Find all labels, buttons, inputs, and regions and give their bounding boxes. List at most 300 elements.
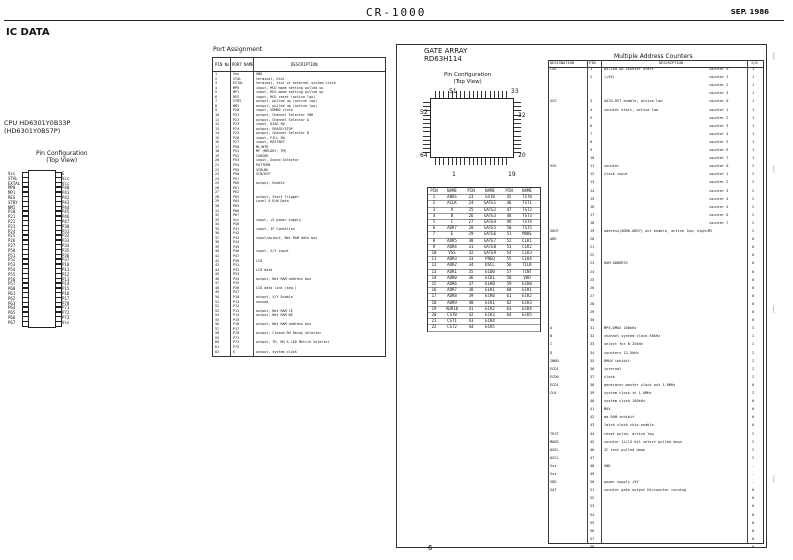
mac-row <box>549 310 763 316</box>
port-name: P63 <box>233 194 240 199</box>
gate-array-pin-name: DSCL <box>485 262 495 268</box>
port-description: output, Net RAM address bus <box>256 276 312 281</box>
qfp-package-outline <box>430 98 514 158</box>
port-name: P20 <box>233 108 240 113</box>
cpu-part-number: CPU HD6301Y0B33P <box>4 119 71 127</box>
gate-array-pin-name: C <box>450 219 454 224</box>
port-description: output, ERASE/STOP <box>256 126 293 131</box>
mac-row <box>549 545 763 551</box>
port-name: P51 <box>233 149 240 154</box>
mac-pin: 48 <box>590 463 595 468</box>
port-description: terminal, Xtal or external system clock <box>256 81 336 86</box>
mac-pin: 3 <box>590 99 593 104</box>
cpu-right-pin-label: P71 <box>62 305 70 311</box>
port-name: P45 <box>233 244 240 249</box>
qfp-pin-lead <box>502 158 503 165</box>
gate-array-pin-name: ADR9 <box>447 299 457 305</box>
gate-array-pin-number: 50 <box>506 225 512 231</box>
qfp-pin-lead <box>423 119 430 120</box>
mac-io: 0 <box>752 269 755 274</box>
mac-row <box>549 472 763 478</box>
gate-array-pin-name: CST1 <box>447 318 457 324</box>
cpu-right-pin-label: P43 <box>62 199 70 205</box>
gate-array-pin-config-view: (Top View) <box>453 78 482 85</box>
mac-description: DMUX inhibit <box>604 358 630 363</box>
gate-array-pin-number: 56 <box>506 262 512 268</box>
pin-number: 42 <box>215 258 220 263</box>
port-name: P26 <box>233 135 240 140</box>
mac-row <box>549 464 763 470</box>
cpu-right-pin-label: Vcc <box>62 175 70 181</box>
mac-row <box>549 359 763 365</box>
mac-row <box>549 245 763 251</box>
gate-array-pin-number: 53 <box>506 243 512 249</box>
mac-pin: 24 <box>590 269 595 274</box>
pin-number: 16 <box>215 140 220 145</box>
cpu-right-pin-label: P46 <box>62 214 70 220</box>
pin-number: 6 <box>215 94 218 99</box>
cpu-left-pin-label: P26 <box>8 238 16 244</box>
gate-array-pin-name: A <box>450 206 454 212</box>
mac-sub-description: counter 3 <box>709 123 729 128</box>
qfp-pin-lead <box>514 140 521 141</box>
cpu-right-pin-label: P35 <box>62 247 70 253</box>
cpu-right-pin-label: P70 <box>62 300 70 306</box>
mac-pin: 19 <box>590 229 595 233</box>
qfp-pin-lead <box>514 131 521 132</box>
gate-array-pin-number: 9 <box>432 243 436 249</box>
mac-designation: XCE <box>550 99 557 104</box>
mac-pin: 31 <box>590 326 595 331</box>
cpu-left-pin-label: P50 <box>8 247 16 253</box>
port-name: P10 <box>233 294 240 299</box>
gate-array-pin-number: 42 <box>468 312 474 317</box>
port-assignment-rows <box>213 72 385 356</box>
gate-array-pin-number: 23 <box>468 194 474 200</box>
port-description: input, IF Condition <box>256 226 295 231</box>
mac-description: counter 12/13 bit select pulled down <box>604 439 682 444</box>
qfp-pin-lead <box>514 144 521 145</box>
gate-array-pin-number: 25 <box>468 206 474 212</box>
cpu-left-pin-label: P57 <box>8 281 16 287</box>
mac-description: channel system clock 50kHz <box>604 334 661 339</box>
port-name: P36 <box>233 285 240 290</box>
mac-row <box>549 172 763 178</box>
mac-pin: 22 <box>590 253 595 258</box>
mac-io: 1 <box>752 156 755 161</box>
gate-array-pin-number: 36 <box>468 274 474 280</box>
page-number: 6 <box>428 544 433 552</box>
cpu-left-pin-label: P62 <box>8 295 16 301</box>
mac-pin: 26 <box>590 285 595 290</box>
port-description: GND <box>256 72 263 76</box>
gate-array-pin-name: TCNT <box>522 268 532 274</box>
mac-designation: CLK <box>550 391 557 395</box>
port-assignment-row <box>213 350 385 355</box>
qfp-pin-lead <box>481 91 482 98</box>
port-name: P24 <box>233 126 240 131</box>
mac-row <box>549 237 763 243</box>
qfp-pin-lead <box>439 91 440 98</box>
port-name: P42 <box>233 231 240 236</box>
mac-sub-description: counter 7 <box>709 220 729 225</box>
mac-description: XATO-RST enable, active low <box>604 99 663 104</box>
mac-description: address(ADR0-ADR7) out enable, active low; high=MI <box>604 229 713 233</box>
port-description: output, Channel Selector B <box>256 131 310 136</box>
mac-row <box>549 91 763 97</box>
cpu-right-pin-label: E <box>62 171 65 176</box>
mac-row <box>549 351 763 357</box>
mac-sub-description: counter 6 <box>709 148 729 152</box>
cpu-right-pin-label: P45 <box>62 209 70 215</box>
pin-number: 32 <box>215 213 220 218</box>
mac-io: I <box>752 350 755 355</box>
qfp-pin-lead <box>469 91 470 98</box>
mac-sub-description: counter 2 <box>709 115 729 120</box>
mac-pin: 5 <box>590 115 593 120</box>
document-date: SEP. 1986 <box>730 8 769 16</box>
mac-pin: 40 <box>590 399 595 404</box>
mac-io: 0 <box>752 277 755 282</box>
gate-array-pin-name: ADR6 <box>447 281 457 286</box>
pin-number: 52 <box>215 304 220 309</box>
cpu-left-pin-label: P22 <box>8 219 16 224</box>
gate-array-title: GATE ARRAY <box>424 47 468 55</box>
gate-array-pin-number: 64 <box>506 312 512 317</box>
gate-array-pin-number: 35 <box>468 268 474 274</box>
gate-array-pin-number: 1 <box>432 194 436 200</box>
mac-description: (+5V) <box>604 75 615 80</box>
mac-description: counter <box>604 164 620 169</box>
cpu-pin-box <box>22 321 29 327</box>
gate-array-pin-number: 17 <box>431 293 437 299</box>
gate-array-pin-number: 22 <box>431 324 437 330</box>
mac-designation: INBO <box>550 358 559 363</box>
corner-pin-label: 1 <box>452 171 456 178</box>
mac-io: I <box>752 326 755 331</box>
cpu-right-pin-label: P37 <box>62 257 70 263</box>
port-description: LCD data line (seg.) <box>256 285 297 290</box>
mac-sub-description: counter 3 <box>709 188 729 193</box>
port-name: P30 <box>233 258 240 263</box>
pin-number: 24 <box>215 176 220 181</box>
mac-io: 0 <box>752 382 755 387</box>
qfp-pin-lead <box>460 91 461 98</box>
mac-io: 1 <box>752 123 755 128</box>
port-name: P27 <box>233 140 240 145</box>
gate-array-pin-number: 6 <box>432 225 436 231</box>
mac-pin: 20 <box>590 237 595 242</box>
gate-array-pin-name: TST4 <box>522 219 532 224</box>
mac-pin: 8 <box>590 139 593 144</box>
mac-io: I <box>752 374 755 379</box>
pin-number: 53 <box>215 308 220 313</box>
port-description: input, MCU reset (active low) <box>256 94 316 99</box>
port-name: P43 <box>233 235 240 240</box>
gate-array-pin-number: 33 <box>468 256 474 262</box>
cpu-right-pin-label: P17 <box>62 295 70 301</box>
qfp-pin-lead <box>490 91 491 98</box>
gate-array-header-cell: PIN <box>430 188 438 193</box>
port-description: MF (MELODY, TM) <box>256 149 287 154</box>
port-description: output, Closed RH Decay Selector <box>256 331 322 336</box>
gate-array-pin-name: ADR7 <box>447 225 457 231</box>
gate-array-pin-name: VDD <box>523 274 531 280</box>
mac-row <box>549 488 763 494</box>
port-name: P71 <box>233 335 240 340</box>
mac-io: 0 <box>752 407 755 412</box>
gate-array-header-cell: NAME <box>522 188 532 193</box>
cpu-left-pin-label: P25 <box>8 233 16 239</box>
port-name: P22 <box>233 117 240 122</box>
mac-pin: 17 <box>590 212 595 217</box>
gate-array-pin-number: 38 <box>468 287 474 293</box>
mac-row <box>549 480 763 486</box>
mac-io: 0 <box>752 399 755 404</box>
gate-array-pin-number: 49 <box>506 219 512 224</box>
qfp-pin-lead <box>456 158 457 165</box>
pin-number: 10 <box>215 112 220 117</box>
cpu-right-pin-label: P41 <box>62 190 70 196</box>
gate-array-pin-name: VSS <box>448 250 456 255</box>
pin-number: 59 <box>215 335 220 340</box>
cpu-alt-part-number: (HD6301Y0B57P) <box>4 126 61 135</box>
pin-number: 19 <box>215 153 220 158</box>
qfp-pin-lead <box>498 158 499 165</box>
mac-table <box>548 60 764 549</box>
mac-sub-description: counter 0 <box>709 67 729 71</box>
pin-number: 33 <box>215 217 220 222</box>
mac-io: 0 <box>752 488 755 493</box>
port-name: STBY <box>233 99 242 104</box>
mac-sub-description: counter 6 <box>709 212 729 217</box>
port-description: SCRLNE <box>256 167 269 172</box>
cpu-left-pin-label: P52 <box>8 257 16 263</box>
qfp-pin-lead <box>423 106 430 107</box>
qfp-pin-lead <box>452 158 453 165</box>
port-description: input, MCU mode setting pulled up <box>256 90 324 95</box>
margin-mark: ( <box>772 52 776 62</box>
mac-row <box>549 496 763 502</box>
mac-io: I <box>752 164 755 169</box>
gate-array-pin-number: 8 <box>432 237 436 243</box>
gate-array-pin-number: 29 <box>468 231 474 237</box>
qfp-pin-lead <box>514 136 521 137</box>
mac-io: 0 <box>752 237 755 242</box>
pin-number: 7 <box>215 99 218 104</box>
mac-row <box>549 180 763 186</box>
mac-description: MPX,DMUX 100kHz <box>604 326 637 331</box>
header-pin-no: PIN No. <box>215 62 232 67</box>
gate-array-pin-name: ECK2 <box>485 305 495 311</box>
gate-array-pin-number: 14 <box>431 274 437 280</box>
mac-header-io: I/O <box>751 61 758 65</box>
port-name: P65 <box>233 203 240 208</box>
cpu-right-pin-label: P73 <box>62 315 70 320</box>
port-description: input/output, Net RAM data bus <box>256 235 318 240</box>
qfp-pin-lead <box>485 91 486 98</box>
mac-io: 1 <box>752 139 755 144</box>
pin-number: 56 <box>215 322 220 327</box>
port-name: P61 <box>233 185 240 190</box>
gate-array-pin-number: 45 <box>506 194 512 200</box>
gate-array-pin-number: 18 <box>431 299 437 305</box>
cpu-left-pin-label: P55 <box>8 271 16 277</box>
mac-sub-description: counter 0 <box>709 164 729 169</box>
port-name: P66 <box>233 208 240 213</box>
corner-pin-label: 32 <box>518 112 526 119</box>
mac-designation: ECD0 <box>550 374 559 379</box>
mac-row <box>549 75 763 81</box>
mac-header-description: DESCRIPTION <box>659 61 683 65</box>
gate-array-pin-name: GATE8 <box>483 243 497 249</box>
mac-row <box>549 132 763 138</box>
pin-number: 36 <box>215 231 220 236</box>
gate-array-pin-number: 43 <box>468 318 474 324</box>
mac-pin: 58 <box>590 544 595 549</box>
gate-array-pin-number: 24 <box>468 200 474 206</box>
gate-array-pin-name: E <box>450 231 454 237</box>
mac-row <box>549 407 763 413</box>
gate-array-pin-name: TST3 <box>522 212 532 218</box>
pin-number: 15 <box>215 135 220 140</box>
mac-description: latch clock chip enable <box>604 423 654 428</box>
port-description: output, pulled up (active low) <box>256 103 318 108</box>
mac-row <box>549 253 763 259</box>
port-assignment-header <box>213 58 385 72</box>
cpu-right-pin-label: P14 <box>62 281 70 287</box>
mac-io: I <box>752 220 755 225</box>
mac-pin: 42 <box>590 415 595 420</box>
section-title: IC DATA <box>6 27 50 38</box>
mac-io: I <box>752 212 755 217</box>
qfp-pin-lead <box>460 158 461 165</box>
mac-io: I <box>752 358 755 363</box>
pin-number: 11 <box>215 117 220 122</box>
port-name: P57 <box>233 176 240 181</box>
mac-pin: 41 <box>590 407 595 412</box>
port-assignment-table <box>212 57 386 357</box>
mac-description: IC test pulled down <box>604 447 646 452</box>
port-name: P25 <box>233 131 240 136</box>
pin-number: 27 <box>215 190 220 195</box>
pin-number: 8 <box>215 103 218 108</box>
gate-array-pin-name: ECK3 <box>522 299 532 305</box>
gate-array-header-cell: NAME <box>447 188 457 193</box>
mac-io: 0 <box>752 261 755 266</box>
mac-row <box>549 108 763 114</box>
mac-pin: 46 <box>590 447 595 452</box>
mac-designation: GAT <box>550 488 557 493</box>
mac-row <box>549 213 763 219</box>
mac-description: reset pulse, active low <box>604 431 654 436</box>
cpu-left-pin-label: P23 <box>8 223 16 229</box>
gate-array-pin-number: 7 <box>432 231 436 237</box>
port-name: P15 <box>233 317 240 322</box>
mac-io: 0 <box>752 310 755 314</box>
port-name: Vcc <box>233 217 240 222</box>
corner-pin-label: 51 <box>449 88 457 95</box>
gate-array-pin-number: 15 <box>431 281 437 286</box>
mac-description: system clock 100kHz <box>604 399 646 404</box>
gate-array-pin-number: 48 <box>506 212 512 218</box>
mac-pin: 39 <box>590 391 595 395</box>
pin-number: 2 <box>215 76 218 81</box>
pin-number: 35 <box>215 226 220 231</box>
gate-array-pin-name: ABUS <box>447 194 457 200</box>
qfp-pin-lead <box>464 158 465 165</box>
pin-number: 18 <box>215 149 220 154</box>
pin-number: 46 <box>215 276 220 281</box>
gate-array-pin-name: CST0 <box>447 312 457 317</box>
qfp-pin-lead <box>481 158 482 165</box>
mac-pin: 7 <box>590 131 593 136</box>
mac-row <box>549 391 763 397</box>
qfp-pin-lead <box>448 158 449 165</box>
qfp-pin-lead <box>423 131 430 132</box>
mac-io: 0 <box>752 301 755 306</box>
pin-number: 50 <box>215 294 220 299</box>
mac-row <box>549 197 763 203</box>
cpu-right-pin-label: P10 <box>62 262 70 268</box>
gate-array-pin-number: 16 <box>431 287 437 293</box>
mac-row <box>549 440 763 446</box>
gate-array-pin-number: 3 <box>432 206 436 212</box>
pin-number: 20 <box>215 158 220 163</box>
port-description: Level 4 R/W Data <box>256 199 289 204</box>
gate-array-pin-number: 59 <box>506 281 512 286</box>
mac-io: 0 <box>752 544 755 549</box>
mac-pin: 18 <box>590 220 595 225</box>
qfp-pin-lead <box>494 158 495 165</box>
gate-array-pin-name: TST5 <box>522 225 532 231</box>
qfp-pin-lead <box>423 127 430 128</box>
mac-row <box>549 148 763 154</box>
port-description: SCN/RCP <box>256 172 271 177</box>
margin-mark: ( <box>772 165 776 175</box>
gate-array-pin-name: ECK2 <box>522 293 532 299</box>
mac-pin: 37 <box>590 374 595 379</box>
port-name: P41 <box>233 226 240 231</box>
pin-number: 17 <box>215 144 220 149</box>
port-description: output, TH, RH & LED Metrik Selector <box>256 340 330 345</box>
port-description: input, DIAG SW <box>256 122 285 127</box>
port-name: P55 <box>233 167 240 172</box>
port-name: P11 <box>233 299 240 304</box>
corner-pin-label: 19 <box>508 171 516 178</box>
qfp-pin-lead <box>514 148 521 149</box>
cpu-left-pin-label: P65 <box>8 310 16 316</box>
mac-row <box>549 302 763 308</box>
mac-row <box>549 367 763 373</box>
mac-designation: C <box>550 342 553 347</box>
mac-io: I <box>752 447 755 452</box>
gate-array-pin-name: B <box>450 212 454 218</box>
mac-sub-description: counter 0 <box>709 99 729 104</box>
pin-number: 49 <box>215 290 220 295</box>
cpu-left-pin-label: RES <box>8 195 16 200</box>
port-description: output, system clock <box>256 349 297 354</box>
qfp-pin-lead <box>423 140 430 141</box>
mac-row <box>549 221 763 227</box>
mac-pin: 35 <box>590 358 595 363</box>
mac-row <box>549 156 763 162</box>
pin-number: 28 <box>215 194 220 199</box>
pin-number: 47 <box>215 281 220 286</box>
corner-pin-label: 64 <box>420 152 428 159</box>
gate-array-pin-name: ADR4 <box>447 243 457 249</box>
cpu-left-pin-label: P20 <box>8 209 16 215</box>
